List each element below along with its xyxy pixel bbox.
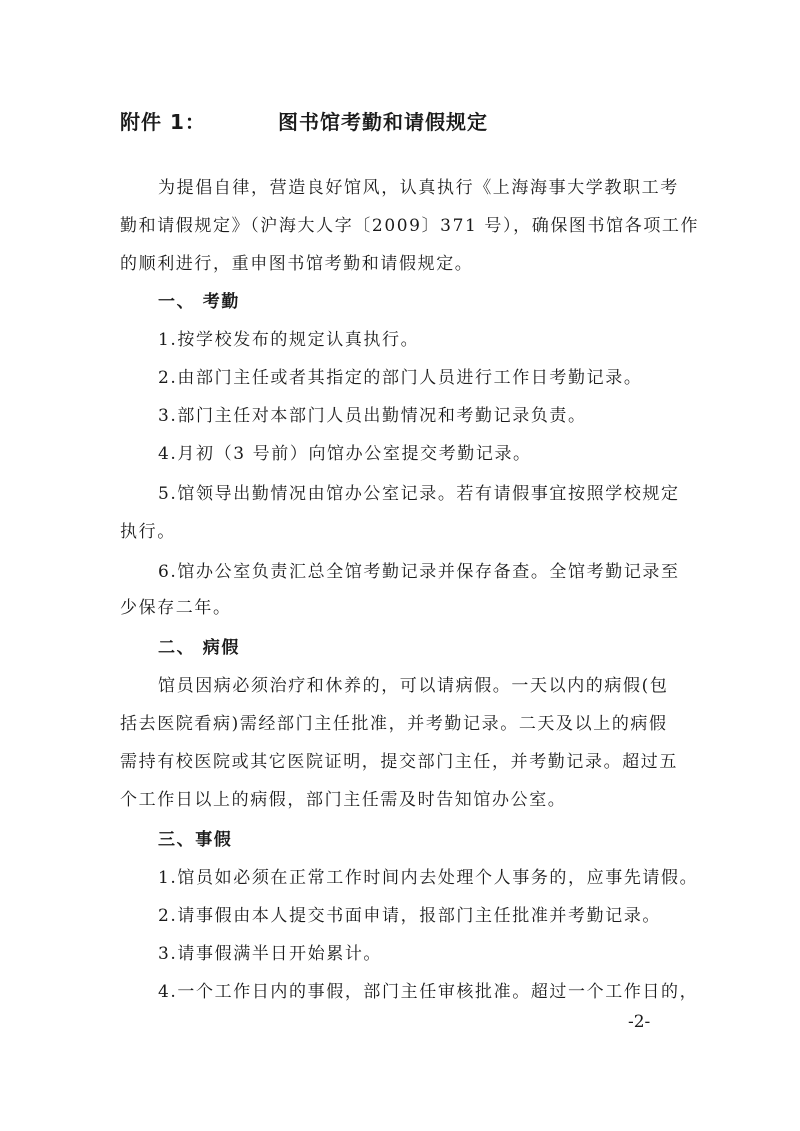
page-number: -2- [628, 1012, 651, 1032]
personal-leave-item-1: 1.馆员如必须在正常工作时间内去处理个人事务的，应事先请假。 [158, 868, 699, 888]
attachment-label: 附件 1： [120, 110, 206, 134]
attendance-item-1: 1.按学校发布的规定认真执行。 [158, 330, 420, 350]
sick-leave-line-2: 括去医院看病)需经部门主任批准，并考勤记录。二天及以上的病假 [120, 714, 668, 734]
attendance-item-2: 2.由部门主任或者其指定的部门人员进行工作日考勤记录。 [158, 368, 643, 388]
document-title: 图书馆考勤和请假规定 [278, 110, 488, 134]
attendance-item-6-line-1: 6.馆办公室负责汇总全馆考勤记录并保存备查。全馆考勤记录至 [158, 562, 680, 582]
section-heading-attendance: 一、 考勤 [158, 292, 240, 312]
section-heading-personal-leave: 三、事假 [158, 830, 233, 850]
personal-leave-item-3: 3.请事假满半日开始累计。 [158, 944, 383, 964]
attendance-item-5-line-1: 5.馆领导出勤情况由馆办公室记录。若有请假事宜按照学校规定 [158, 484, 680, 504]
personal-leave-item-4: 4.一个工作日内的事假，部门主任审核批准。超过一个工作日的， [158, 982, 699, 1002]
personal-leave-item-2: 2.请事假由本人提交书面申请，报部门主任批准并考勤记录。 [158, 906, 662, 926]
intro-line-1: 为提倡自律，营造良好馆风，认真执行《上海海事大学教职工考 [158, 178, 679, 198]
document-header [120, 106, 720, 136]
intro-line-3: 的顺利进行，重申图书馆考勤和请假规定。 [120, 254, 474, 274]
intro-line-2: 勤和请假规定》（沪海大人字〔2009〕371 号），确保图书馆各项工作 [120, 216, 700, 236]
attendance-item-4: 4.月初（3 号前）向馆办公室提交考勤记录。 [158, 444, 532, 464]
attendance-item-5-line-2: 执行。 [120, 522, 176, 542]
sick-leave-line-1: 馆员因病必须治疗和休养的，可以请病假。一天以内的病假(包 [158, 676, 669, 696]
sick-leave-line-4: 个工作日以上的病假，部门主任需及时告知馆办公室。 [120, 790, 567, 810]
section-heading-sick-leave: 二、 病假 [158, 638, 240, 658]
sick-leave-line-3: 需持有校医院或其它医院证明，提交部门主任，并考勤记录。超过五 [120, 752, 678, 772]
attendance-item-6-line-2: 少保存二年。 [120, 598, 232, 618]
attendance-item-3: 3.部门主任对本部门人员出勤情况和考勤记录负责。 [158, 406, 587, 426]
